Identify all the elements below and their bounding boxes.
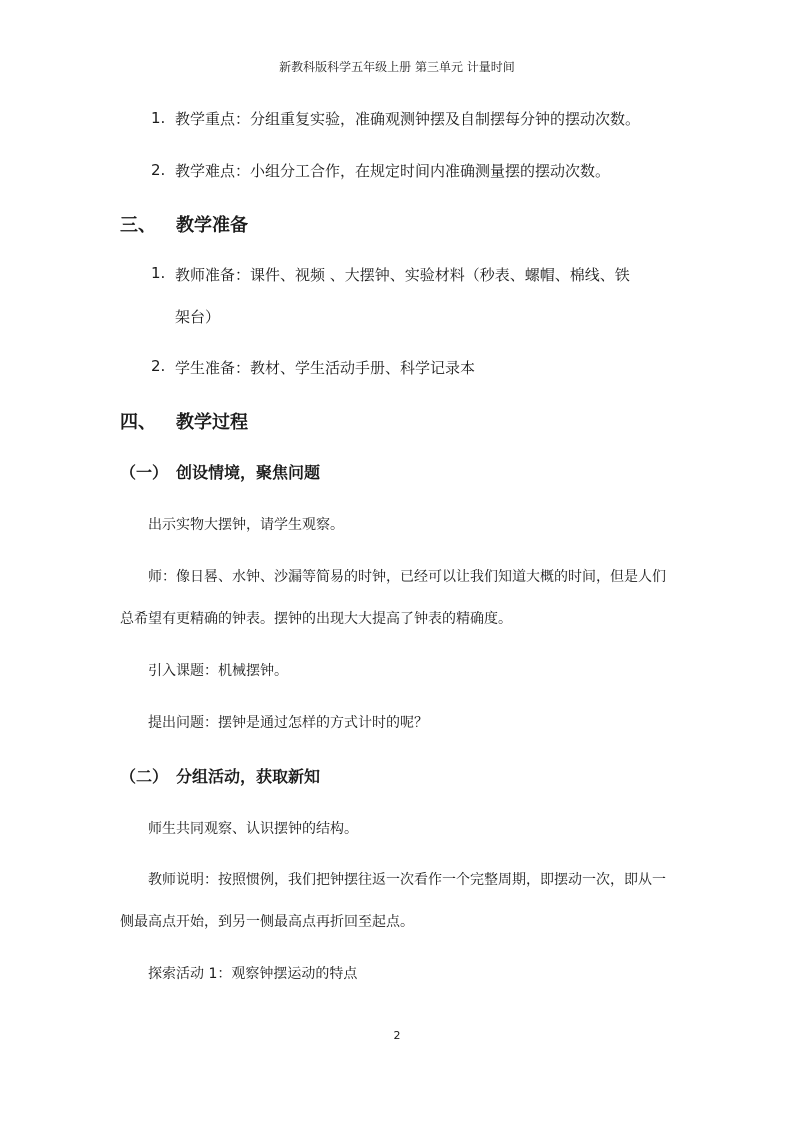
- paragraph: 提出问题：摆钟是通过怎样的方式计时的呢？: [148, 715, 428, 731]
- item-difficulty: [151, 160, 165, 179]
- paragraph: 探索活动 1：观察钟摆运动的特点: [148, 966, 358, 982]
- section-heading-4: [120, 408, 248, 434]
- section-mark: 三、: [120, 215, 156, 236]
- section-title: 教学过程: [176, 412, 248, 433]
- item-number: 1.: [151, 109, 166, 127]
- section-title: 教学准备: [176, 215, 248, 236]
- subsection-title: 分组活动，获取新知: [176, 767, 321, 786]
- section-heading-3: [120, 211, 248, 237]
- item-number: 1.: [151, 264, 166, 282]
- section-mark: 四、: [120, 412, 156, 433]
- subsection-heading-2: [120, 764, 320, 787]
- subsection-mark: （二）: [120, 767, 169, 786]
- paragraph: 师生共同观察、认识摆钟的结构。: [148, 821, 358, 837]
- paragraph: 侧最高点开始，到另一侧最高点再折回至起点。: [120, 914, 414, 930]
- paragraph: 教师说明：按照惯例，我们把钟摆往返一次看作一个完整周期，即摆动一次，即从一: [148, 872, 666, 888]
- page-header: 新教科版科学五年级上册 第三单元 计量时间: [279, 60, 515, 74]
- subsection-heading-1: [120, 460, 320, 483]
- item-number: 2.: [151, 161, 166, 179]
- teacher-prep-line1: 教师准备：课件、视频 、大摆钟、实验材料（秒表、螺帽、棉线、铁: [175, 266, 630, 284]
- paragraph: 出示实物大摆钟，请学生观察。: [148, 517, 344, 533]
- paragraph: 师：像日晷、水钟、沙漏等简易的时钟，已经可以让我们知道大概的时间，但是人们: [148, 569, 666, 585]
- page-number: 2: [393, 1029, 401, 1042]
- paragraph: 总希望有更精确的钟表。摆钟的出现大大提高了钟表的精确度。: [120, 611, 512, 627]
- subsection-title: 创设情境，聚焦问题: [176, 463, 321, 482]
- teacher-prep-line2: 架台）: [175, 308, 221, 326]
- item-number: 2.: [151, 357, 166, 375]
- paragraph: 引入课题：机械摆钟。: [148, 663, 288, 679]
- student-prep: 学生准备：教材、学生活动手册、科学记录本: [175, 359, 476, 377]
- subsection-mark: （一）: [120, 463, 169, 482]
- item-focus: [151, 108, 165, 127]
- item-focus-text: 教学重点：分组重复实验，准确观测钟摆及自制摆每分钟的摆动次数。: [175, 110, 641, 128]
- item-difficulty-text: 教学难点：小组分工合作，在规定时间内准确测量摆的摆动次数。: [175, 162, 611, 180]
